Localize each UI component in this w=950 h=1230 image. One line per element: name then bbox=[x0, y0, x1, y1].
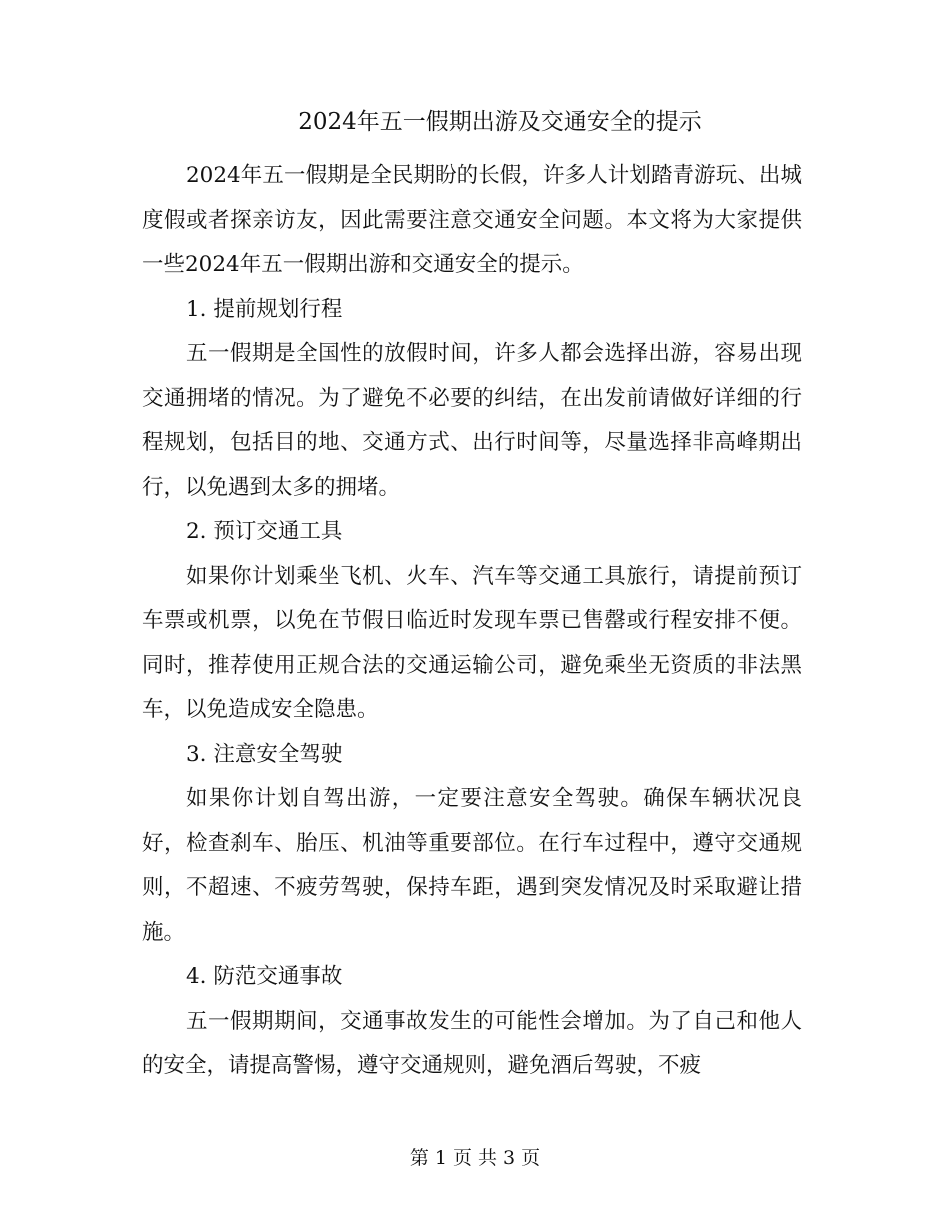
section-body-1: 五一假期是全国性的放假时间，许多人都会选择出游，容易出现交通拥堵的情况。为了避免不必要的纠结，在出发前请做好详细的行程规划，包括目的地、交通方式、出行时间等，尽量选择非高峰期出行，以免遇到太多的拥堵。 bbox=[142, 341, 802, 500]
section-heading-4: 4. 防范交通事故 bbox=[186, 964, 343, 989]
section-body-2: 如果你计划乘坐飞机、火车、汽车等交通工具旅行，请提前预订车票或机票，以免在节假日临近时发现车票已售罄或行程安排不便。同时，推荐使用正规合法的交通运输公司，避免乘坐无资质的非法黑车，以免造成安全隐患。 bbox=[142, 563, 802, 722]
section-body-4: 五一假期期间，交通事故发生的可能性会增加。为了自己和他人的安全，请提高警惕，遵守交通规则，避免酒后驾驶，不疲 bbox=[142, 1008, 802, 1078]
section-heading-2: 2. 预订交通工具 bbox=[186, 519, 343, 544]
section-body-3: 如果你计划自驾出游，一定要注意安全驾驶。确保车辆状况良好，检查刹车、胎压、机油等重要部位。在行车过程中，遵守交通规则，不超速、不疲劳驾驶，保持车距，遇到突发情况及时采取避让措施。 bbox=[142, 786, 802, 945]
document-body bbox=[142, 102, 802, 1089]
page-number-footer: 第 1 页 共 3 页 bbox=[409, 1147, 541, 1169]
section-heading-1: 1. 提前规划行程 bbox=[186, 296, 343, 322]
intro-paragraph: 2024年五一假期是全民期盼的长假，许多人计划踏青游玩、出城度假或者探亲访友，因此需要注意交通安全问题。本文将为大家提供一些2024年五一假期出游和交通安全的提示。 bbox=[142, 163, 802, 277]
document-title: 2024年五一假期出游及交通安全的提示 bbox=[298, 109, 702, 135]
section-heading-3: 3. 注意安全驾驶 bbox=[186, 741, 343, 767]
